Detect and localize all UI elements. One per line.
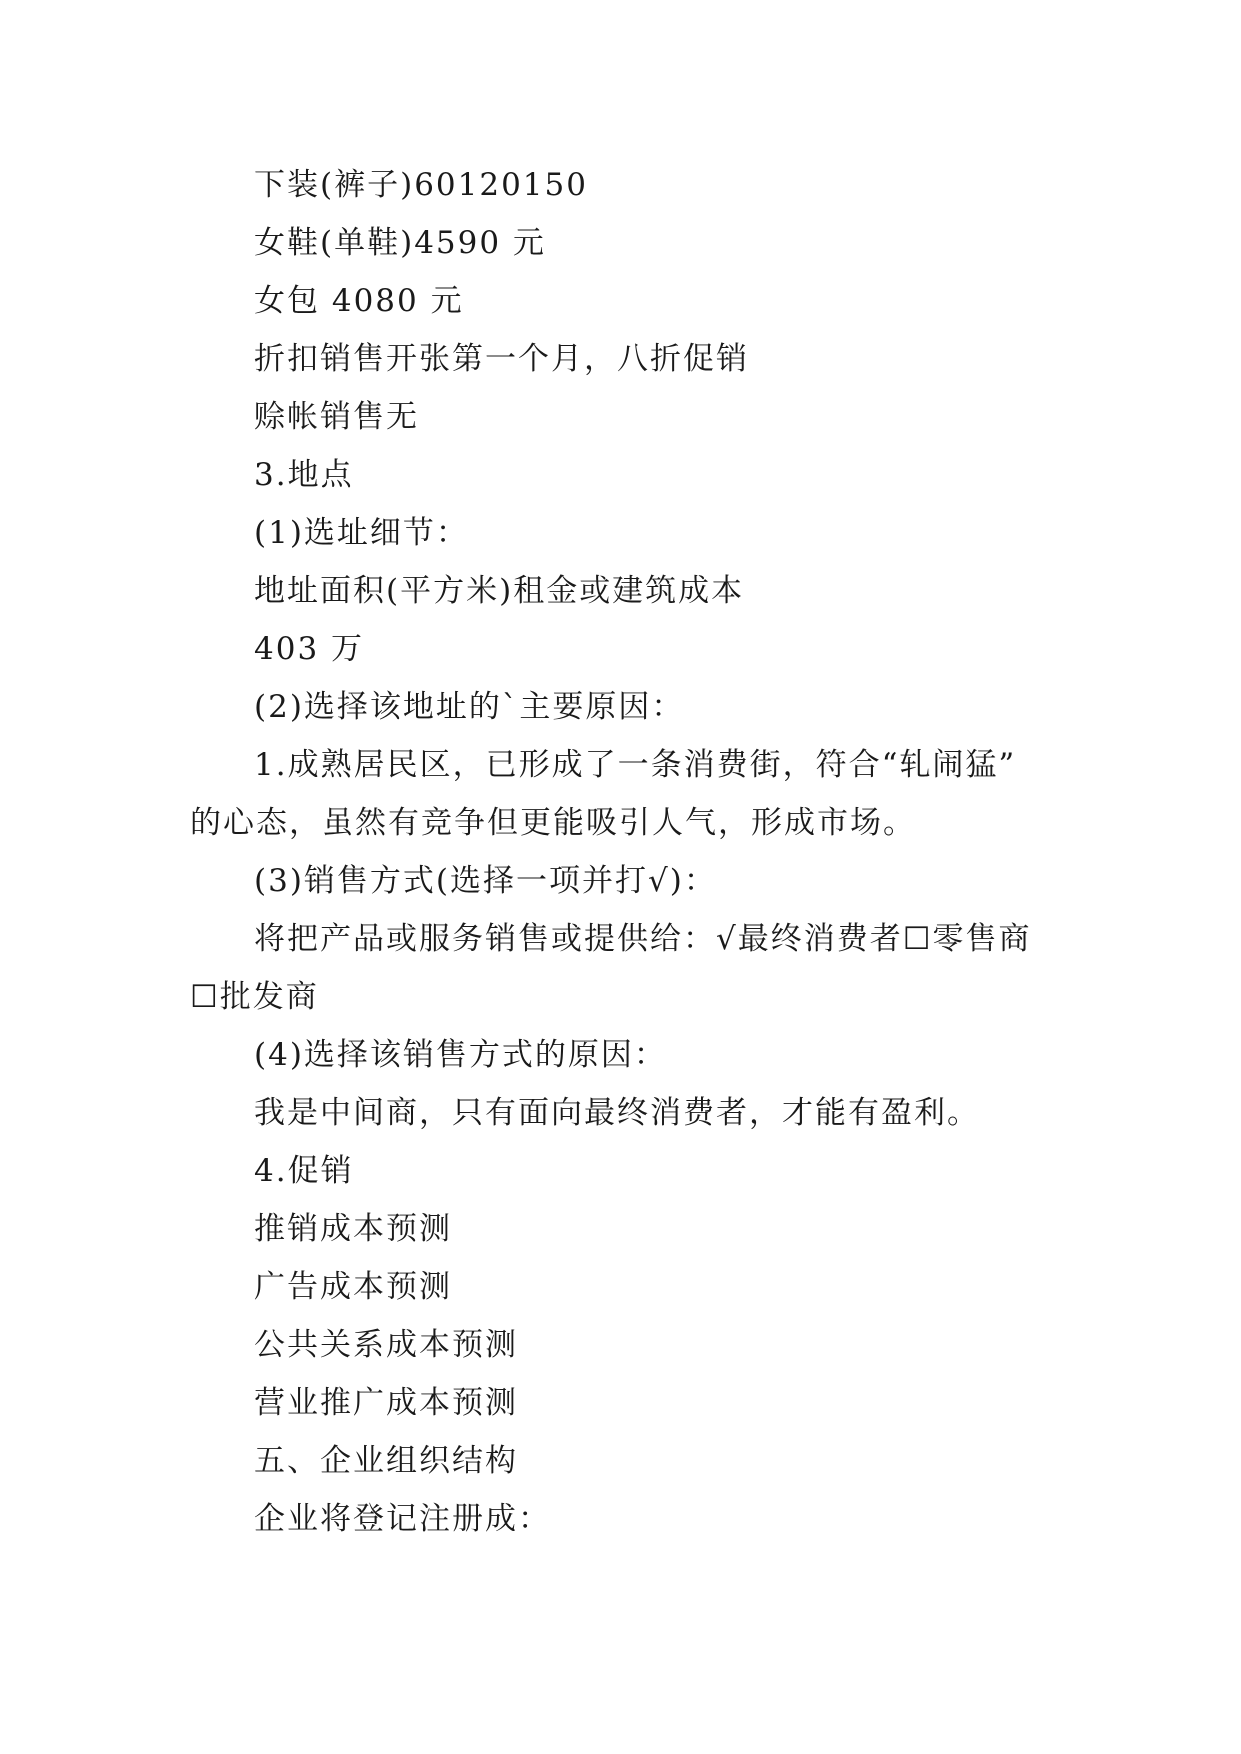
text-line: 营业推广成本预测 [254, 1385, 518, 1421]
subsection-heading: (1)选址细节： [254, 515, 469, 551]
text-line: 赊帐销售无 [254, 399, 419, 435]
text-line: 女鞋(单鞋)4590 元 [254, 225, 546, 261]
subsection-heading: (4)选择该销售方式的原因： [254, 1037, 667, 1073]
text-line: 地址面积(平方米)租金或建筑成本 [254, 573, 745, 609]
text-line: 1.成熟居民区，已形成了一条消费街，符合“轧闹猛” [254, 747, 1017, 783]
text-line: 广告成本预测 [254, 1269, 452, 1305]
text-line: 企业将登记注册成： [254, 1501, 551, 1537]
section-heading: 3.地点 [254, 457, 354, 493]
text-line: 折扣销售开张第一个月，八折促销 [254, 341, 749, 377]
text-line: 的心态，虽然有竞争但更能吸引人气，形成市场。 [190, 805, 916, 841]
text-line: 将把产品或服务销售或提供给：√最终消费者☐零售商 [254, 921, 1032, 957]
text-line: 403 万 [254, 631, 365, 667]
text-line: 下装(裤子)60120150 [254, 167, 588, 203]
text-line: 推销成本预测 [254, 1211, 452, 1247]
text-line: 女包 4080 元 [254, 283, 464, 319]
subsection-heading: (2)选择该地址的`主要原因： [254, 689, 685, 725]
text-line: 我是中间商，只有面向最终消费者，才能有盈利。 [254, 1095, 980, 1131]
subsection-heading: (3)销售方式(选择一项并打√)： [254, 863, 717, 899]
section-heading: 4.促销 [254, 1153, 354, 1189]
section-heading: 五、企业组织结构 [254, 1443, 518, 1479]
text-line: ☐批发商 [190, 979, 319, 1015]
document-body [190, 156, 1052, 1548]
text-line: 公共关系成本预测 [254, 1327, 518, 1363]
